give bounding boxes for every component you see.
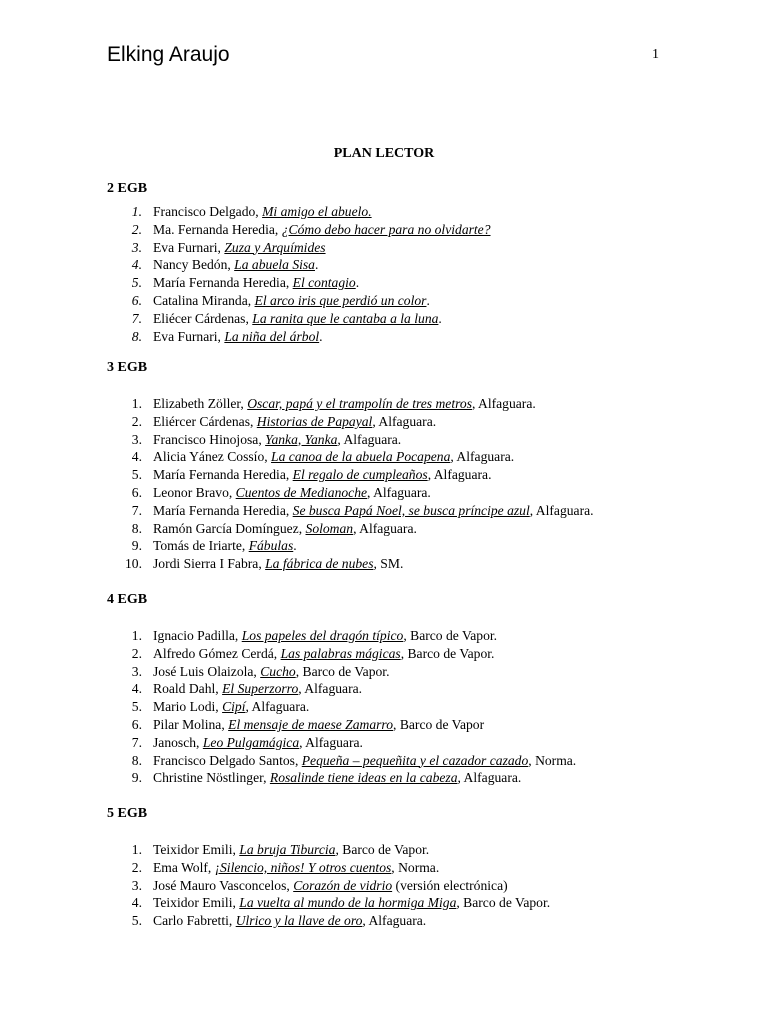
author: Alicia Yánez Cossío, xyxy=(153,449,272,465)
author: María Fernanda Heredia, xyxy=(153,275,293,291)
item-number: 1. xyxy=(131,396,142,411)
book-title: ¡Silencio, niños! Y otros cuentos xyxy=(214,859,392,875)
book-title: Las palabras mágicas xyxy=(280,645,401,661)
publisher: , Alfaguara. xyxy=(367,484,431,500)
item-number: 1. xyxy=(131,628,142,643)
author: Eva Furnari, xyxy=(153,239,225,255)
item-number: 7. xyxy=(131,734,142,750)
publisher: . xyxy=(314,257,319,273)
item-number: 8. xyxy=(131,328,142,344)
list-item xyxy=(107,894,728,912)
publisher: , Alfaguara. xyxy=(298,681,363,697)
author: José Mauro Vasconcelos, xyxy=(153,877,294,893)
book-title: Oscar, papá y el trampolín de tres metros xyxy=(247,396,472,411)
item-number: 7. xyxy=(131,502,142,518)
book-title: Soloman xyxy=(305,520,354,536)
publisher: , Alfaguara. xyxy=(372,413,437,429)
author: Tomás de Iriarte, xyxy=(153,538,249,554)
publisher: . xyxy=(438,310,442,326)
item-number: 2. xyxy=(131,645,142,661)
book-title: La abuela Sisa xyxy=(234,257,315,273)
item-number: 8. xyxy=(131,520,142,536)
author: Leonor Bravo, xyxy=(153,484,236,500)
list-item xyxy=(107,877,728,895)
section-4-egb xyxy=(107,592,728,787)
list-item xyxy=(107,413,728,431)
item-number: 3. xyxy=(131,663,142,679)
book-title: Cuentos de Medianoche xyxy=(235,484,368,500)
list-item xyxy=(107,734,728,752)
publisher: , Norma. xyxy=(391,859,440,875)
publisher: (versión electrónica) xyxy=(392,877,508,893)
list-item xyxy=(107,716,728,734)
item-number: 9. xyxy=(131,538,142,554)
publisher: , Barco de Vapor xyxy=(393,716,485,732)
book-title: Zuza y Arquímides xyxy=(224,239,326,255)
section-3-egb xyxy=(107,360,728,573)
author: Teixidor Emili, xyxy=(153,842,240,857)
list-item xyxy=(107,912,728,930)
list-item xyxy=(107,752,728,770)
reading-list xyxy=(107,395,728,573)
publisher: . xyxy=(355,275,360,291)
list-item xyxy=(107,274,728,292)
book-title: Pequeña – pequeñita y el cazador cazado xyxy=(301,752,529,768)
author: María Fernanda Heredia, xyxy=(153,467,293,483)
item-number: 1. xyxy=(131,204,142,219)
item-number: 4. xyxy=(131,895,142,911)
publisher: , Norma. xyxy=(528,752,577,768)
reading-list xyxy=(107,841,728,930)
publisher: , Alfaguara. xyxy=(362,913,427,929)
list-item xyxy=(107,859,728,877)
author: Janosch, xyxy=(153,734,203,750)
list-item xyxy=(107,537,728,555)
list-item xyxy=(107,520,728,538)
item-number: 6. xyxy=(131,484,142,500)
section-2-egb xyxy=(107,181,728,345)
book-title: El arco iris que perdió un color xyxy=(254,292,427,308)
book-title: La bruja Tiburcia xyxy=(239,842,336,857)
book-title: La ranita que le cantaba a la luna xyxy=(252,310,439,326)
section-heading: 4 EGB xyxy=(107,592,148,607)
publisher: , Barco de Vapor. xyxy=(403,628,498,643)
publisher: , Alfaguara. xyxy=(353,520,417,536)
book-title: Rosalinde tiene ideas en la cabeza xyxy=(269,770,458,786)
list-item xyxy=(107,680,728,698)
list-item xyxy=(107,256,728,274)
item-number: 8. xyxy=(131,752,142,768)
publisher: , Alfaguara. xyxy=(245,699,310,715)
author: Ema Wolf, xyxy=(153,859,215,875)
list-item xyxy=(107,328,728,346)
author: Eliécer Cárdenas, xyxy=(153,310,253,326)
item-number: 5. xyxy=(131,467,142,483)
item-number: 5. xyxy=(131,699,142,715)
list-item xyxy=(107,395,728,413)
author: José Luis Olaizola, xyxy=(153,663,261,679)
list-item xyxy=(107,310,728,328)
item-number: 3. xyxy=(131,431,142,447)
section-heading: 3 EGB xyxy=(107,360,148,375)
list-item xyxy=(107,292,728,310)
book-title: El mensaje de maese Zamarro xyxy=(228,716,394,732)
author: Ramón García Domínguez, xyxy=(153,520,306,536)
item-number: 9. xyxy=(131,770,142,786)
book-title: La niña del árbol xyxy=(224,328,320,344)
book-title: Fábulas xyxy=(248,538,294,554)
publisher: , SM. xyxy=(373,556,404,572)
item-number: 10. xyxy=(125,556,142,572)
author: Francisco Delgado Santos, xyxy=(153,752,302,768)
book-title: Yanka, Yanka xyxy=(265,431,338,447)
item-number: 2. xyxy=(131,221,142,237)
section-heading: 5 EGB xyxy=(107,806,148,821)
publisher: , Barco de Vapor. xyxy=(400,645,495,661)
document-title: PLAN LECTOR xyxy=(333,146,435,161)
publisher: , Alfaguara. xyxy=(427,467,492,483)
item-number: 2. xyxy=(131,859,142,875)
item-number: 5. xyxy=(131,275,142,291)
author: Nancy Bedón, xyxy=(153,257,235,273)
item-number: 1. xyxy=(131,842,142,857)
publisher: , Alfaguara. xyxy=(337,431,402,447)
publisher: , Alfaguara. xyxy=(457,770,522,786)
book-title: Ulrico y la llave de oro xyxy=(235,913,363,929)
book-title: El Superzorro xyxy=(222,681,299,697)
page-number: 1 xyxy=(652,47,659,62)
list-item xyxy=(107,466,728,484)
item-number: 7. xyxy=(131,310,142,326)
list-item xyxy=(107,239,728,257)
list-item xyxy=(107,431,728,449)
author: Roald Dahl, xyxy=(153,681,223,697)
author: Elizabeth Zöller, xyxy=(153,396,248,411)
author: Catalina Miranda, xyxy=(153,292,255,308)
book-title: Corazón de vidrio xyxy=(293,877,393,893)
list-item xyxy=(107,221,728,239)
list-item xyxy=(107,484,728,502)
list-item xyxy=(107,203,728,221)
list-item xyxy=(107,555,728,573)
reading-list xyxy=(107,627,728,787)
author: Pilar Molina, xyxy=(153,716,229,732)
list-item xyxy=(107,627,728,645)
book-title: Cucho xyxy=(260,663,296,679)
book-title: El regalo de cumpleaños xyxy=(292,467,428,483)
book-title: La fábrica de nubes xyxy=(265,556,374,572)
author: Eliércer Cárdenas, xyxy=(153,413,257,429)
author: Francisco Delgado, xyxy=(153,204,263,219)
item-number: 5. xyxy=(131,913,142,929)
book-title: La canoa de la abuela Pocapena xyxy=(271,449,451,465)
publisher: . xyxy=(319,328,323,344)
list-item xyxy=(107,502,728,520)
book-title: El contagio xyxy=(292,275,356,291)
publisher: , Barco de Vapor. xyxy=(295,663,390,679)
list-item xyxy=(107,841,728,859)
item-number: 3. xyxy=(131,239,142,255)
item-number: 4. xyxy=(131,257,142,273)
item-number: 6. xyxy=(131,716,142,732)
list-item xyxy=(107,645,728,663)
header-author-name: Elking Araujo xyxy=(107,43,230,66)
publisher: . xyxy=(293,538,297,554)
author: Ma. Fernanda Heredia, xyxy=(153,221,282,237)
book-title: ¿Cómo debo hacer para no olvidarte? xyxy=(281,221,491,237)
author: Mario Lodi, xyxy=(153,699,223,715)
author: María Fernanda Heredia, xyxy=(153,502,293,518)
publisher: , Barco de Vapor. xyxy=(335,842,430,857)
item-number: 4. xyxy=(131,449,142,465)
publisher: . xyxy=(426,292,430,308)
publisher: , Alfaguara. xyxy=(471,396,536,411)
list-item xyxy=(107,769,728,787)
author: Francisco Hinojosa, xyxy=(153,431,266,447)
publisher: , Barco de Vapor. xyxy=(456,895,551,911)
book-title: Se busca Papá Noel, se busca príncipe azul xyxy=(292,502,530,518)
author: Carlo Fabretti, xyxy=(153,913,236,929)
book-title: Leo Pulgamágica xyxy=(202,734,300,750)
list-item xyxy=(107,448,728,466)
book-title: Historias de Papayal xyxy=(256,413,373,429)
list-item xyxy=(107,698,728,716)
item-number: 2. xyxy=(131,413,142,429)
reading-list xyxy=(107,203,728,345)
list-item xyxy=(107,663,728,681)
author: Christine Nöstlinger, xyxy=(153,770,270,786)
publisher: , Alfaguara. xyxy=(529,502,594,518)
author: Jordi Sierra I Fabra, xyxy=(153,556,266,572)
author: Eva Furnari, xyxy=(153,328,225,344)
item-number: 3. xyxy=(131,877,142,893)
section-5-egb xyxy=(107,806,728,930)
author: Teixidor Emili, xyxy=(153,895,240,911)
book-title: Mi amigo el abuelo. xyxy=(262,204,372,219)
book-title: Cipí xyxy=(222,699,246,715)
item-number: 4. xyxy=(131,681,142,697)
book-title: Los papeles del dragón típico xyxy=(241,628,404,643)
book-title: La vuelta al mundo de la hormiga Miga xyxy=(239,895,457,911)
publisher: , Alfaguara. xyxy=(299,734,363,750)
author: Alfredo Gómez Cerdá, xyxy=(153,645,281,661)
author: Ignacio Padilla, xyxy=(153,628,242,643)
publisher: , Alfaguara. xyxy=(450,449,515,465)
section-heading: 2 EGB xyxy=(107,181,148,196)
item-number: 6. xyxy=(131,292,142,308)
